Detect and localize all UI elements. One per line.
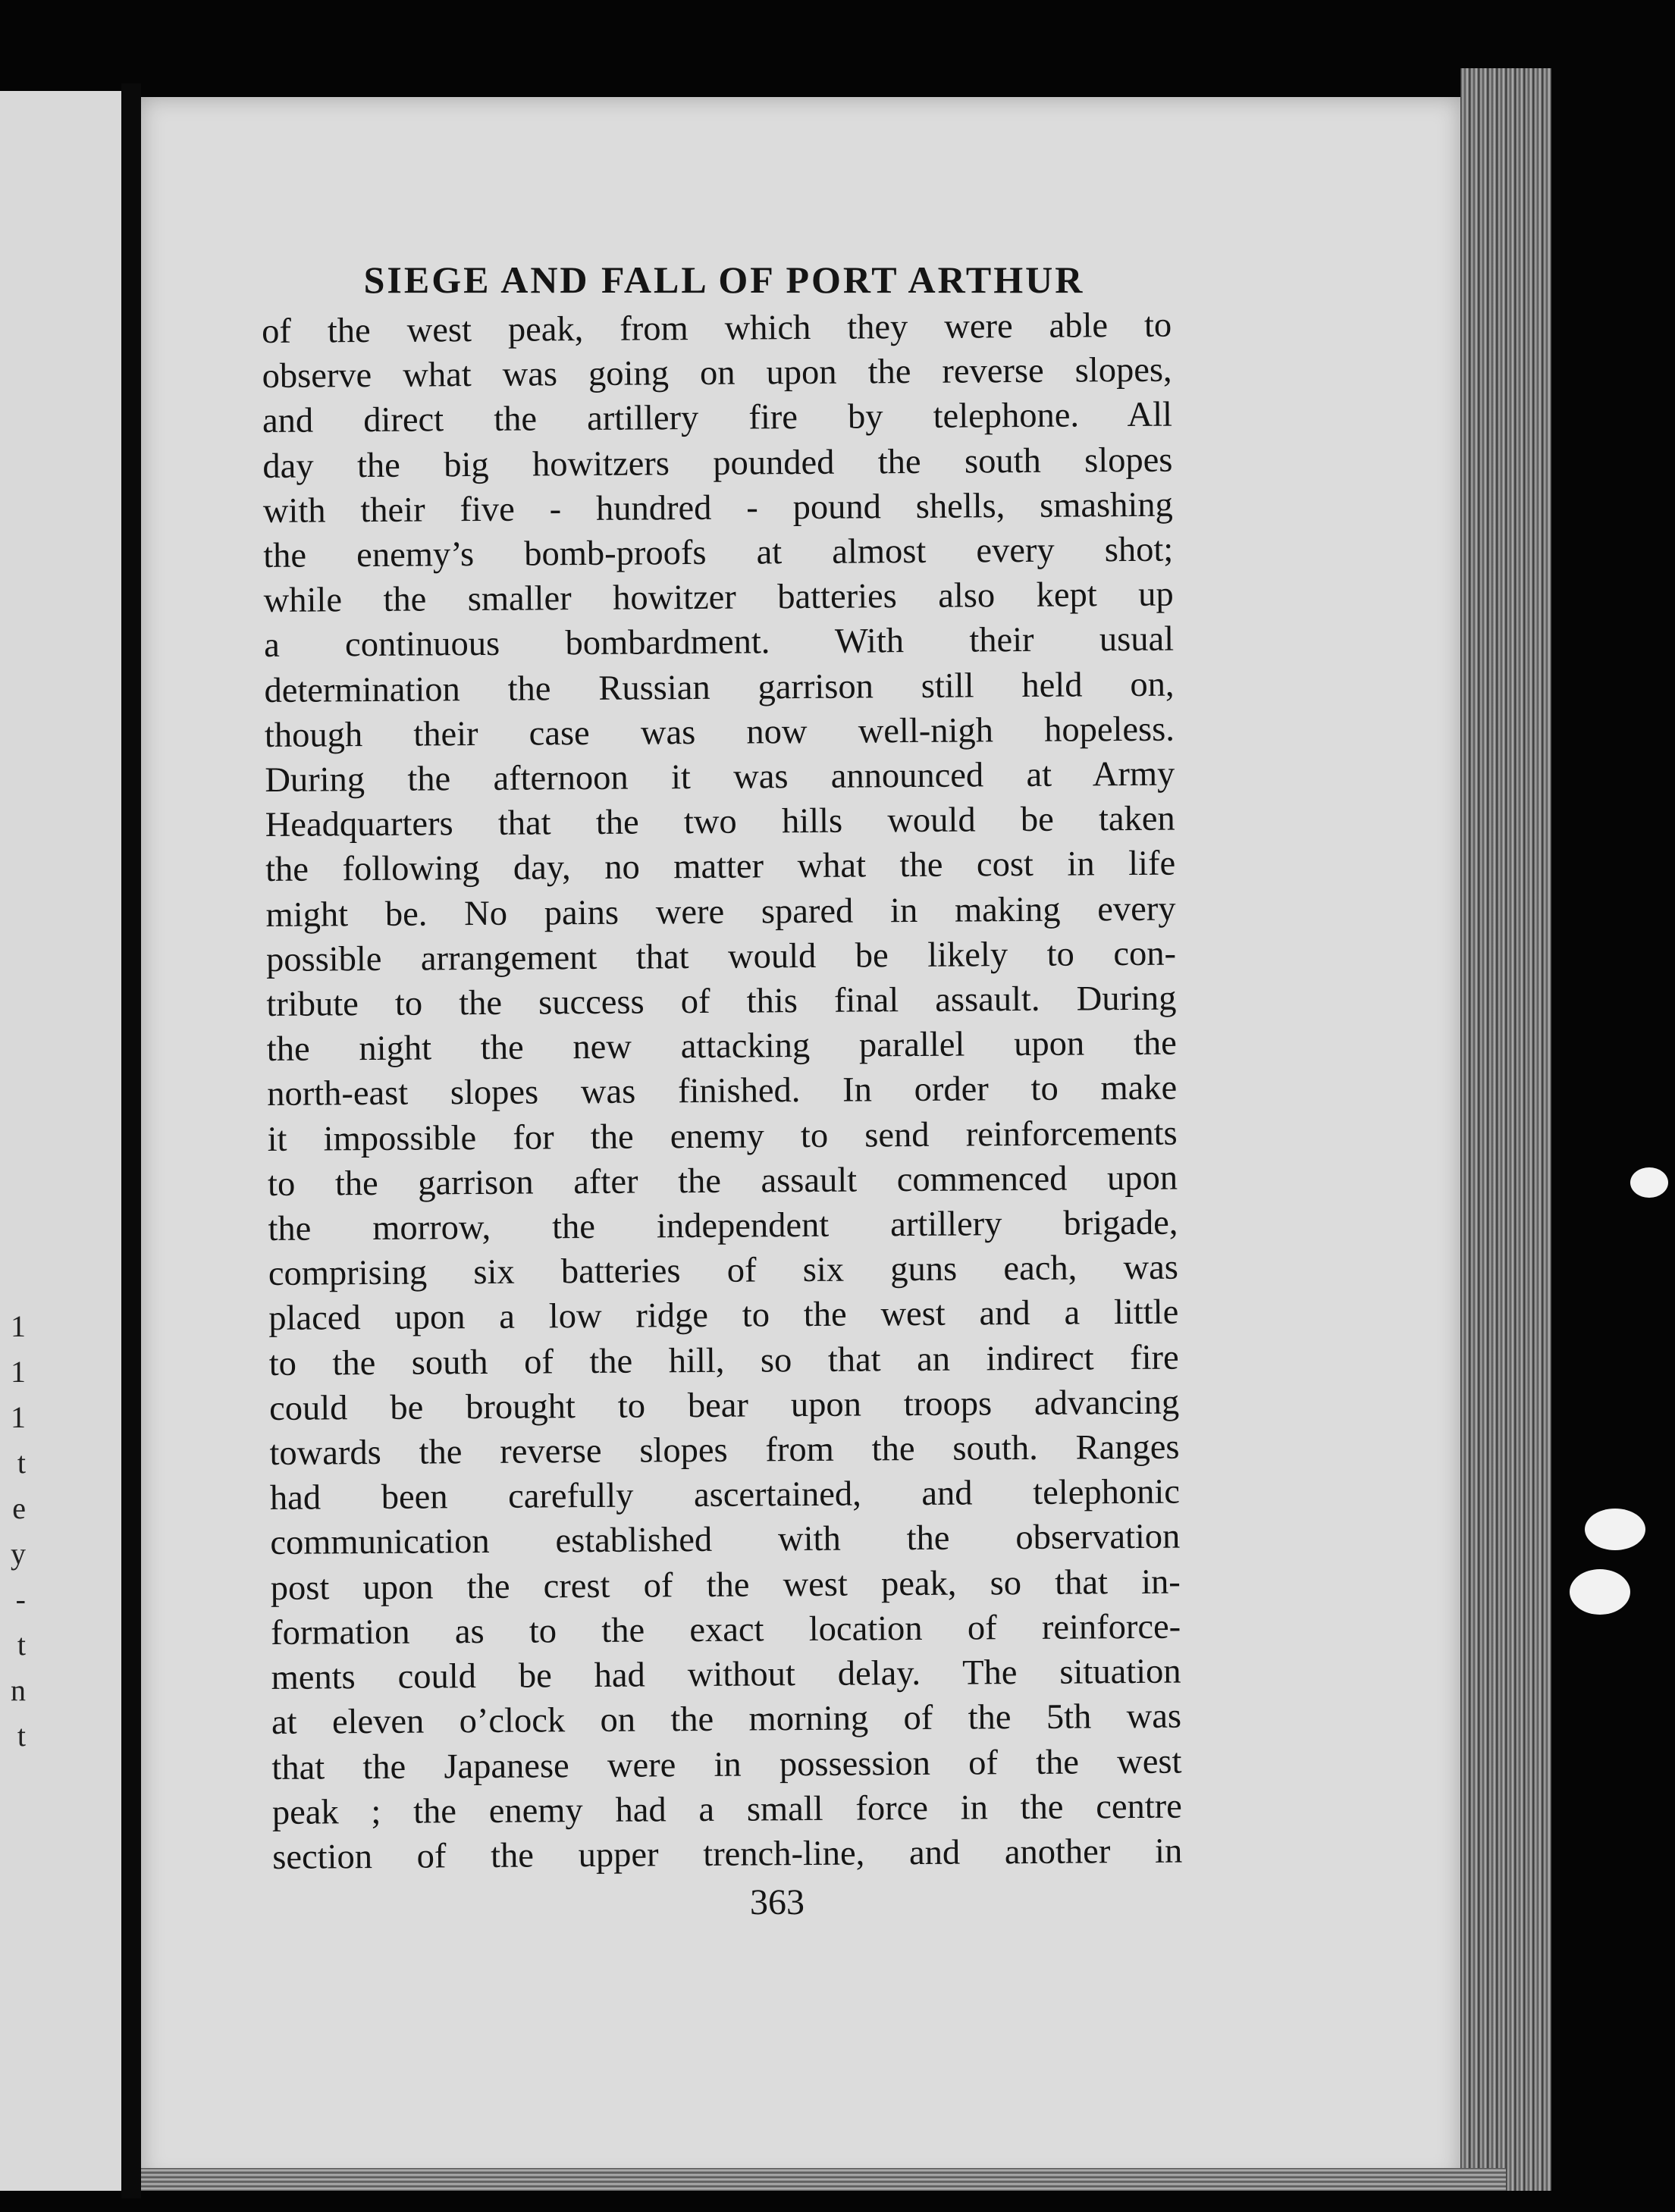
text-line: possible arrangement that would be likely to con- xyxy=(265,934,1177,979)
text-line: with their five - hundred - pound shells, smashing xyxy=(262,485,1174,531)
text-line: towards the reverse slopes from the south. Ranges xyxy=(269,1427,1180,1474)
margin-mark: t xyxy=(17,1446,26,1480)
text-line: and direct the artillery fire by telephone. All xyxy=(262,396,1173,441)
text-line: determination the Russian garrison still held on, xyxy=(264,665,1175,710)
text-line: the night the new attacking parallel upon the xyxy=(266,1023,1177,1070)
margin-mark: t xyxy=(17,1719,26,1753)
text-line: the morrow, the independent artillery brigade, xyxy=(268,1203,1178,1249)
text-line: post upon the crest of the west peak, so that in- xyxy=(270,1562,1181,1608)
margin-mark: e xyxy=(12,1491,26,1525)
text-line: tribute to the success of this final assault. During xyxy=(266,979,1177,1025)
text-line: ments could be had without delay. The situation xyxy=(271,1652,1181,1698)
text-line: might be. No pains were spared in making every xyxy=(265,889,1176,935)
text-line: it impossible for the enemy to send reinforcements xyxy=(267,1114,1178,1159)
text-line: though their case was now well-nigh hopeless. xyxy=(264,710,1175,755)
margin-mark: n xyxy=(11,1673,26,1707)
text-line: a continuous bombardment. With their usual xyxy=(263,620,1175,666)
text-line: comprising six batteries of six guns each, was xyxy=(268,1248,1179,1294)
text-line: During the afternoon it was announced at Army xyxy=(265,754,1175,801)
scan-artifact xyxy=(1630,1167,1668,1198)
text-line: observe what was going on upon the reverse slopes, xyxy=(262,350,1172,396)
text-line: that the Japanese were in possession of the west xyxy=(271,1742,1182,1787)
text-line: formation as to the exact location of reinforce- xyxy=(271,1607,1181,1653)
book-gutter xyxy=(121,83,141,2198)
margin-mark: y xyxy=(11,1537,26,1571)
text-line: Headquarters that the two hills would be taken xyxy=(265,799,1175,845)
page-text xyxy=(262,258,1183,1923)
scan-artifact xyxy=(1585,1509,1645,1550)
text-line: day the big howitzers pounded the south slopes xyxy=(262,440,1173,486)
scan-artifact xyxy=(1570,1569,1630,1615)
text-line: to the garrison after the assault commenced upon xyxy=(267,1158,1178,1204)
text-line: north-east slopes was finished. In order to make xyxy=(267,1069,1178,1114)
text-line: section of the upper trench-line, and another in xyxy=(272,1831,1183,1877)
running-head: SIEGE AND FALL OF PORT ARTHUR xyxy=(363,258,1085,301)
text-line: of the west peak, from which they were able to xyxy=(262,305,1172,351)
margin-mark: t xyxy=(17,1628,26,1662)
facing-page-left xyxy=(0,91,121,2191)
page-number: 363 xyxy=(750,1882,805,1923)
body-text xyxy=(262,303,1182,1880)
text-line: communication established with the observation xyxy=(270,1518,1181,1563)
text-line: the enemy’s bomb-proofs at almost every shot; xyxy=(263,530,1174,576)
margin-mark: - xyxy=(15,1582,26,1616)
text-line: while the smaller howitzer batteries also kept up xyxy=(263,575,1174,621)
text-line: had been carefully ascertained, and telephonic xyxy=(269,1472,1181,1518)
facing-page-margin-marks xyxy=(0,1304,30,1986)
text-line: at eleven o’clock on the morning of the 5th was xyxy=(271,1697,1182,1743)
margin-mark: 1 xyxy=(11,1355,26,1389)
text-line: to the south of the hill, so that an indirect fire xyxy=(268,1338,1179,1383)
text-line: could be brought to bear upon troops advancing xyxy=(268,1383,1180,1428)
text-line: placed upon a low ridge to the west and a little xyxy=(268,1293,1179,1339)
page-bottom-edge xyxy=(141,2168,1506,2191)
text-line: the following day, no matter what the cost in life xyxy=(265,844,1176,890)
text-line: peak ; the enemy had a small force in the centre xyxy=(271,1787,1182,1832)
margin-mark: 1 xyxy=(11,1400,26,1434)
page-fore-edge xyxy=(1460,68,1551,2191)
margin-mark: 1 xyxy=(11,1309,26,1343)
